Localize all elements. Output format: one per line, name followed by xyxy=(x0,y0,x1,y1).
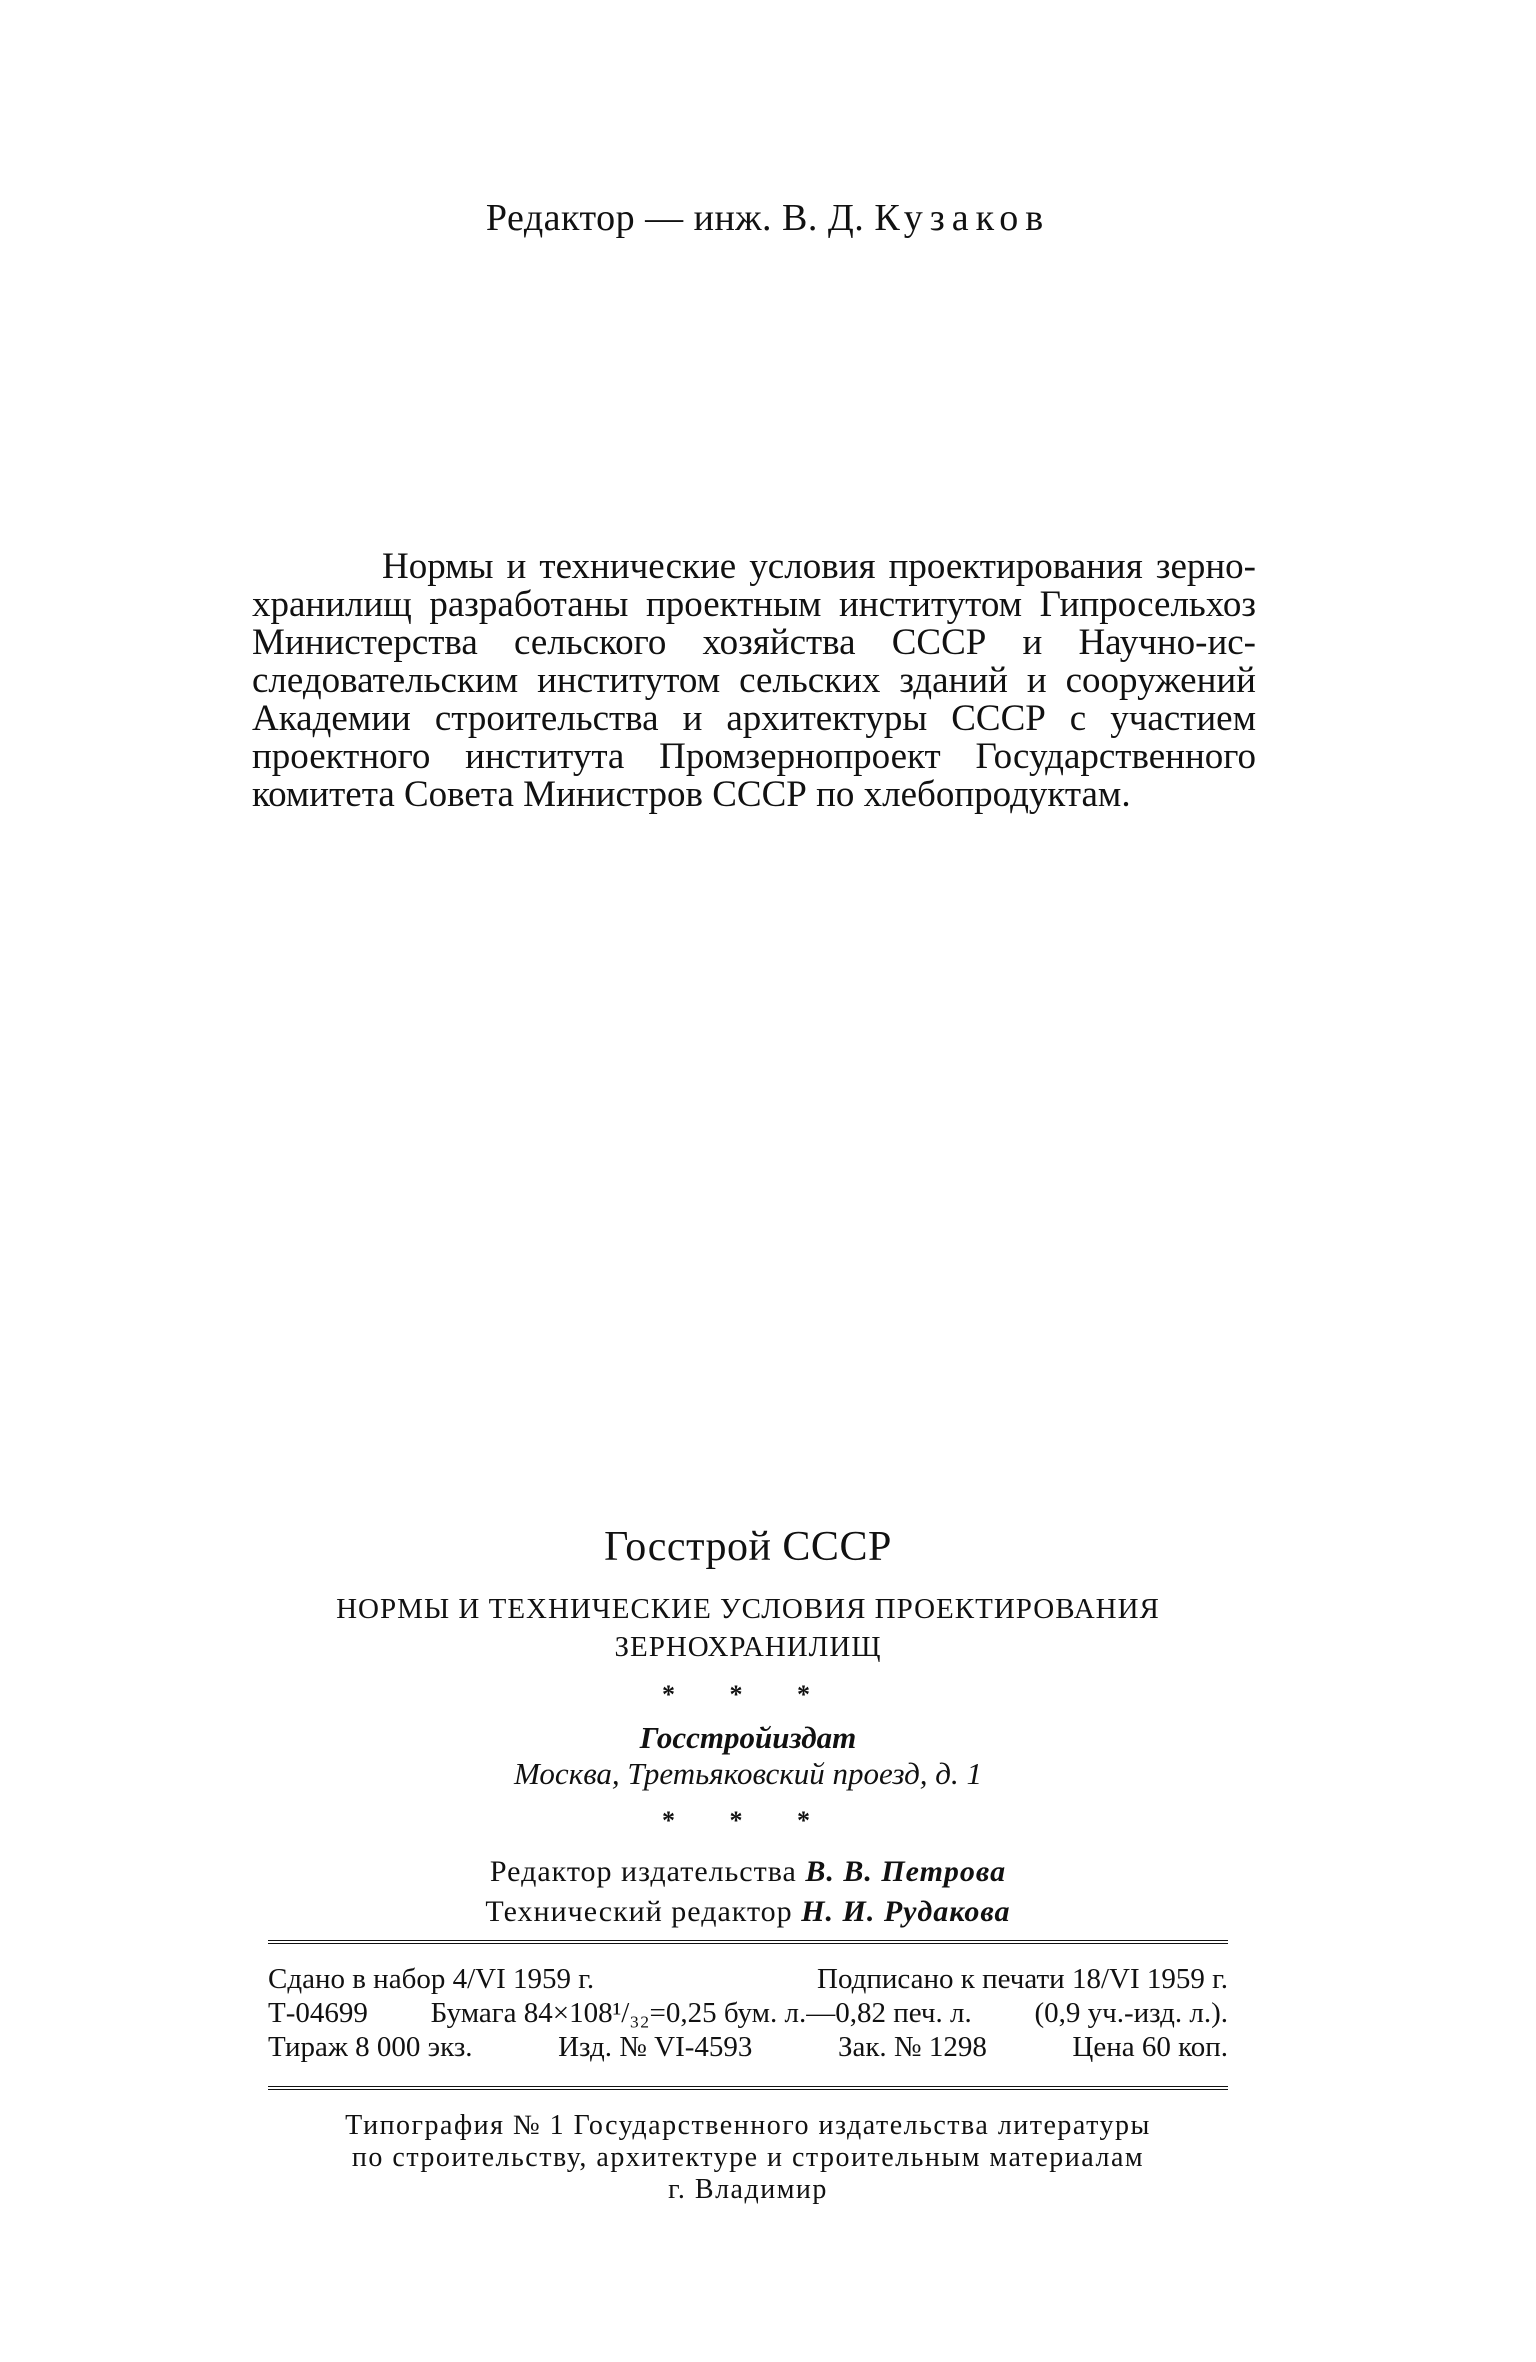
book-title-line2: ЗЕРНОХРАНИЛИЩ xyxy=(614,1631,882,1663)
divider-top xyxy=(268,1940,1228,1944)
signed-date: Подписано к печати 18/VI 1959 г. xyxy=(817,1963,1228,1995)
publisher-editor-line xyxy=(268,1852,1228,1892)
order-code: Т-04699 xyxy=(268,1997,368,2029)
publisher-address: Москва, Третьяковский проезд, д. 1 xyxy=(514,1756,982,1791)
print-info-row-1 xyxy=(268,1962,1228,1996)
divider-bottom xyxy=(268,2086,1228,2090)
print-run: Тираж 8 000 экз. xyxy=(268,2031,473,2063)
editor-surname: Кузаков xyxy=(874,197,1051,239)
paper-format: Бумага 84×108¹/₃₂=0,25 бум. л.—0,82 печ. л. xyxy=(430,1997,972,2029)
organization-name: Госстрой СССР xyxy=(604,1524,892,1570)
book-title-line1: НОРМЫ И ТЕХНИЧЕСКИЕ УСЛОВИЯ ПРОЕКТИРОВАНИЯ xyxy=(336,1593,1160,1625)
printing-house-city: г. Владимир xyxy=(668,2174,828,2205)
intro-paragraph: Нормы и технические условия проектирования зернохранилищ разработаны проектным институтом Гипросельхоз Министерства сельского хозяйства СССР и Научно-исследовательским институтом сельских зданий и сооружений Академии строительства и архитектуры СССР с участием проектного института Промзернопроект Государственного комитета Совета Министров СССР по хлебопродуктам. xyxy=(252,546,1256,815)
separator-stars-2: * * * xyxy=(662,1806,834,1835)
printing-house xyxy=(268,2110,1228,2206)
imprint-block xyxy=(268,1520,1228,2206)
tech-editor-label: Технический редактор xyxy=(485,1895,793,1928)
publisher-name: Госстройиздат xyxy=(639,1720,857,1755)
publisher-editor-name: В. В. Петрова xyxy=(805,1855,1007,1888)
tech-editor-name: Н. И. Рудакова xyxy=(801,1895,1011,1928)
printing-house-line2: по строительству, архитектуре и строительным материалам xyxy=(351,2142,1145,2173)
editor-line xyxy=(0,196,1536,240)
edition-number: Изд. № VI-4593 xyxy=(558,2031,753,2063)
order-number: Зак. № 1298 xyxy=(837,2031,987,2063)
publisher-editor-label: Редактор издательства xyxy=(489,1855,797,1888)
editor-prefix: Редактор — инж. В. Д. xyxy=(485,197,865,239)
typeset-date: Сдано в набор 4/VI 1959 г. xyxy=(268,1963,595,1995)
print-info-row-2 xyxy=(268,1996,1228,2030)
print-info-row-3 xyxy=(268,2030,1228,2064)
book-title xyxy=(268,1590,1228,1666)
price: Цена 60 коп. xyxy=(1072,2031,1228,2063)
printing-house-line1: Типография № 1 Государственного издательства литературы xyxy=(345,2110,1151,2141)
tech-editor-line xyxy=(268,1892,1228,1932)
print-info xyxy=(268,1962,1228,2064)
publisher-sheets: (0,9 уч.-изд. л.). xyxy=(1034,1997,1228,2029)
separator-stars: * * * xyxy=(662,1680,834,1709)
